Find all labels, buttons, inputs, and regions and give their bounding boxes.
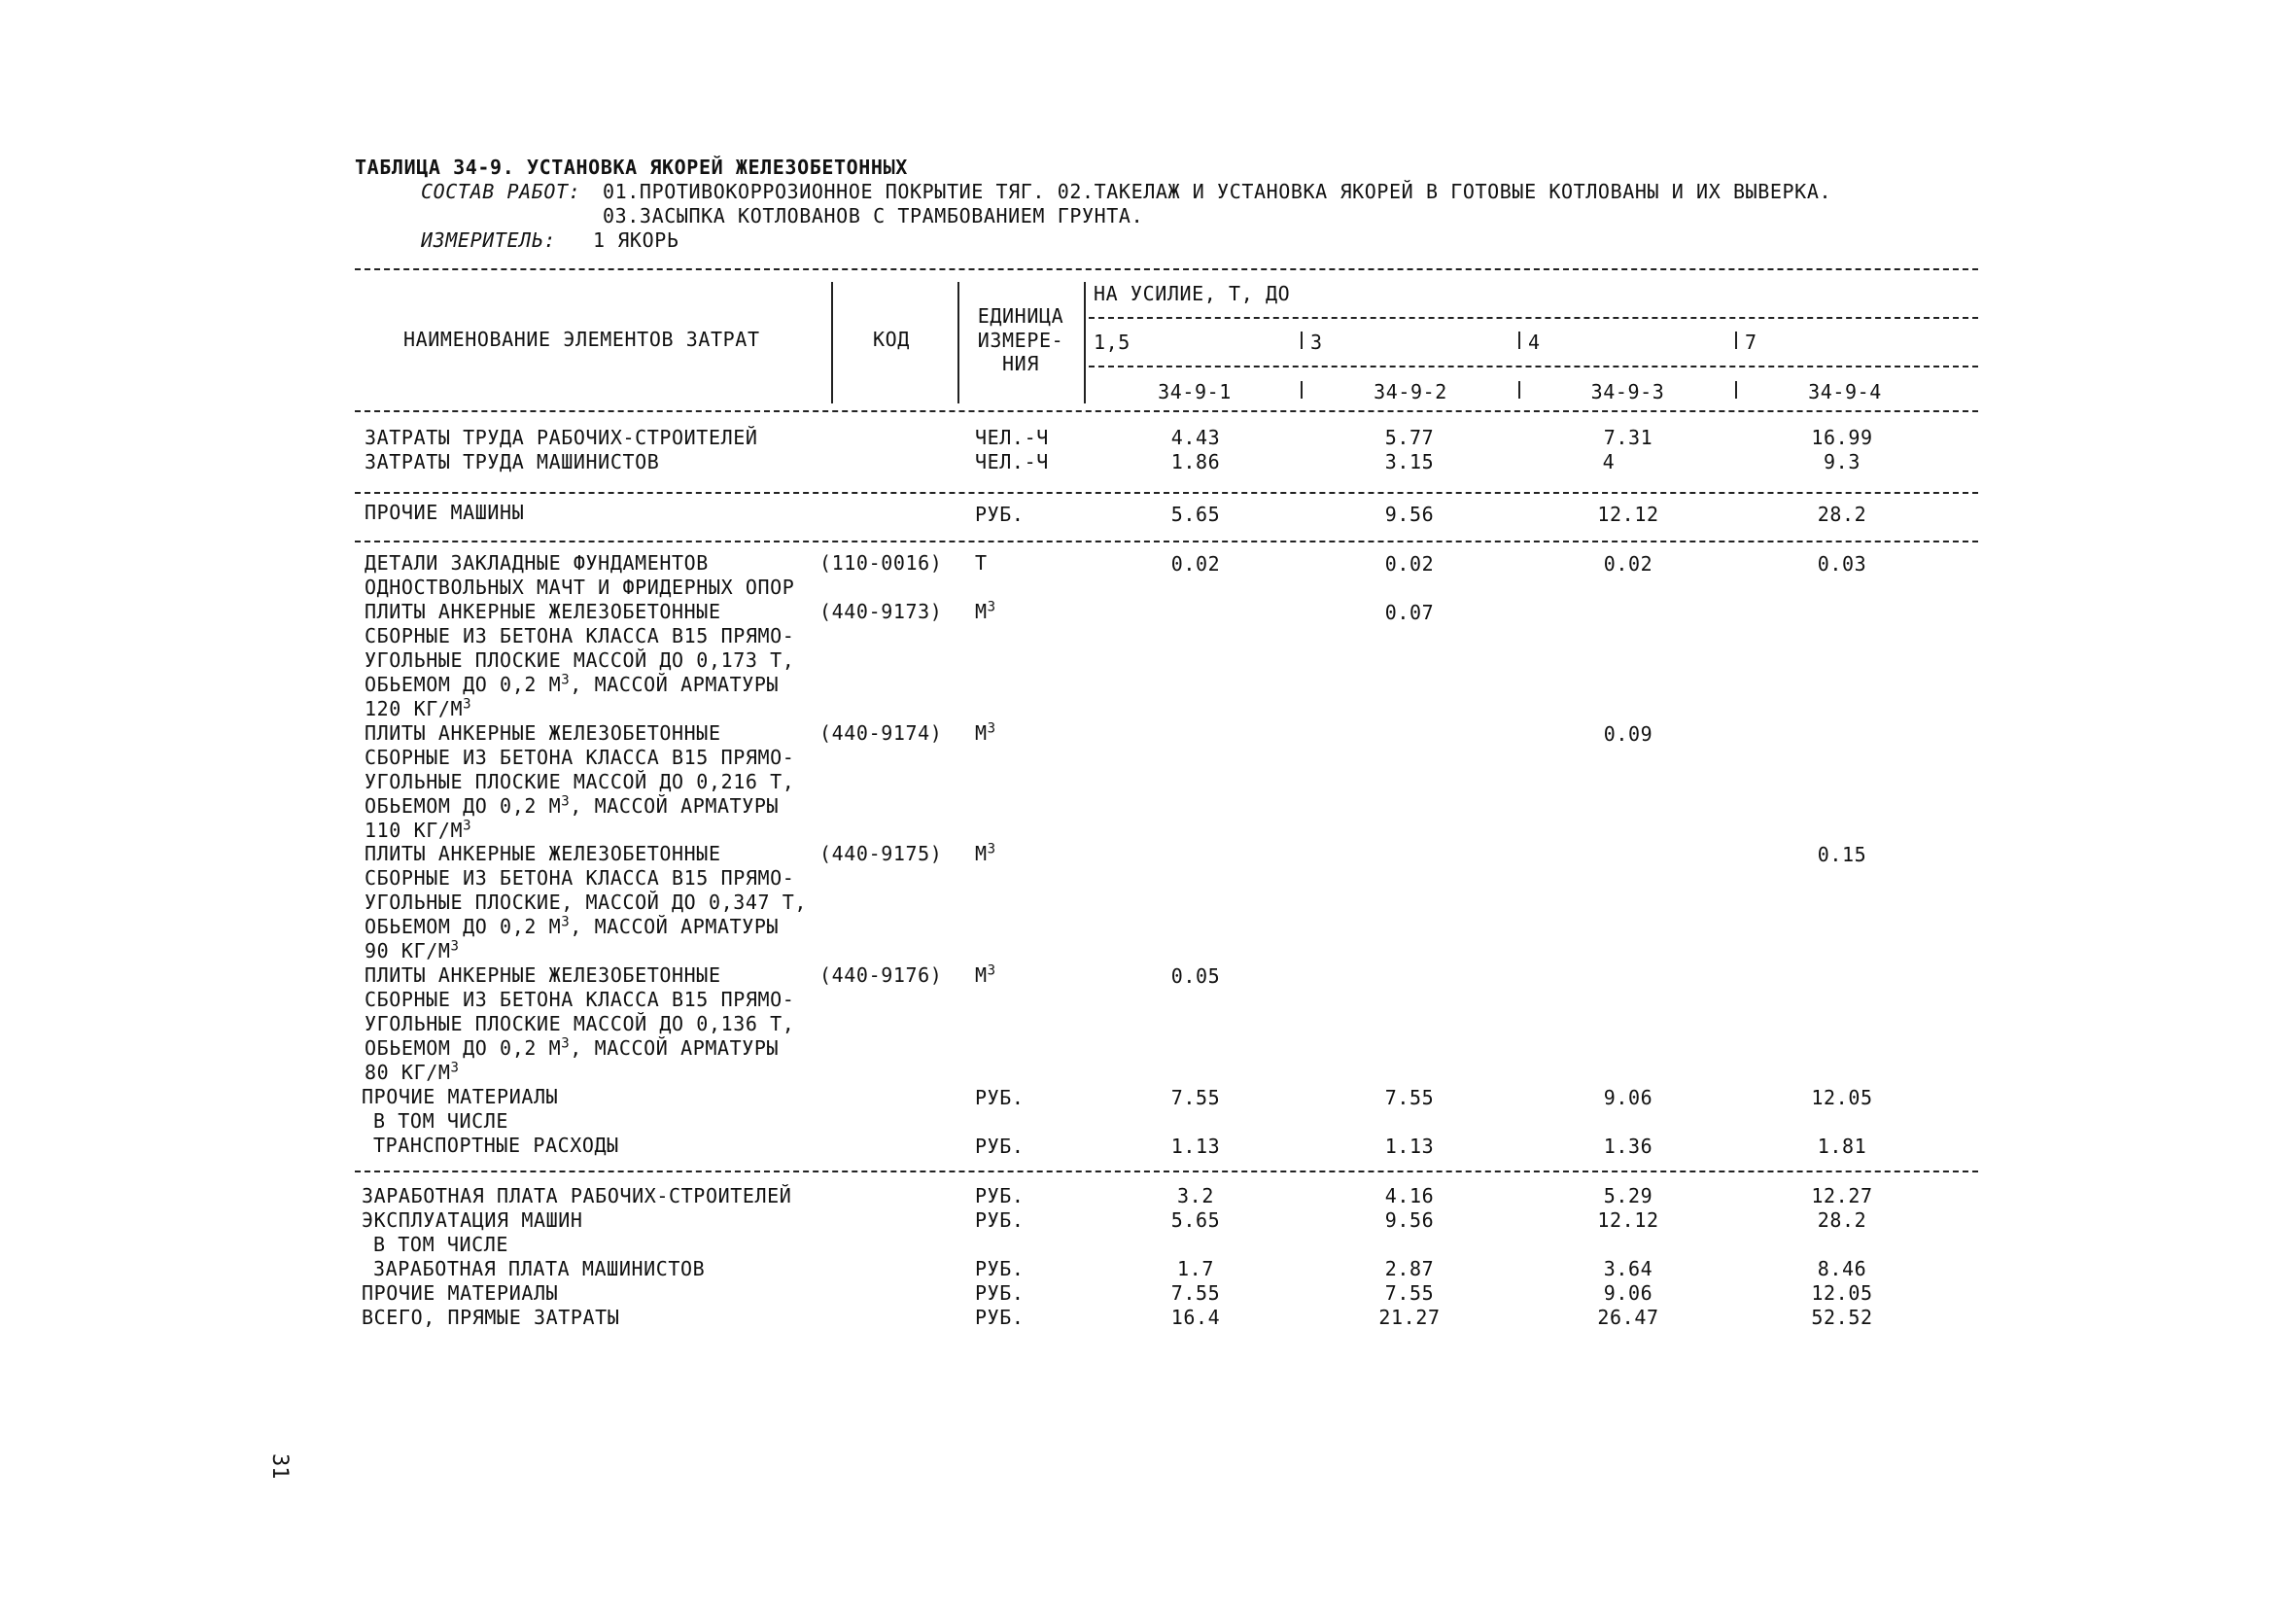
- row-other-materials-name: ПРОЧИЕ МАТЕРИАЛЫ: [362, 1085, 559, 1108]
- mat-2-code: (440-9173): [819, 600, 943, 623]
- sum-wages-v4: 12.27: [1811, 1184, 1873, 1207]
- sum-total-name: ВСЕГО, ПРЯМЫЕ ЗАТРАТЫ: [362, 1306, 620, 1329]
- mat-4-line-3: УГОЛЬНЫЕ ПЛОСКИЕ, МАССОЙ ДО 0,347 Т,: [365, 891, 808, 914]
- row-labour-operators-v4: 9.3: [1824, 450, 1861, 473]
- mat-4-line-5: 90 $КГ/М^3$: [365, 938, 460, 962]
- mat-4-code: (440-9175): [819, 842, 943, 865]
- mat-1-code: (110-0016): [819, 551, 943, 575]
- mat-5-line-1: ПЛИТЫ АНКЕРНЫЕ ЖЕЛЕЗОБЕТОННЫЕ: [365, 963, 721, 987]
- mat-5-code: (440-9176): [819, 963, 943, 987]
- norm-code-3: 34-9-3: [1590, 380, 1665, 403]
- sum-wages-unit: РУБ.: [975, 1184, 1025, 1207]
- sum-total-v3: 26.47: [1597, 1306, 1659, 1329]
- row-labour-workers-v2: 5.77: [1384, 426, 1435, 449]
- mat-2-line-3: УГОЛЬНЫЕ ПЛОСКИЕ МАССОЙ ДО 0,173 Т,: [365, 648, 795, 672]
- composition-line-1: 01.ПРОТИВОКОРРОЗИОННОЕ ПОКРЫТИЕ ТЯГ. 02.ТАКЕЛАЖ И УСТАНОВКА ЯКОРЕЙ В ГОТОВЫЕ КОТЛОВАНЫ И ИХ ВЫВЕРКА.: [603, 180, 1832, 203]
- sum-total-v1: 16.4: [1170, 1306, 1221, 1329]
- including-label-1: В ТОМ ЧИСЛЕ: [373, 1109, 509, 1133]
- meter-label: ИЗМЕРИТЕЛЬ:: [421, 228, 557, 252]
- mat-3-line-3: УГОЛЬНЫЕ ПЛОСКИЕ МАССОЙ ДО 0,216 Т,: [365, 770, 795, 793]
- mat-5-line-3: УГОЛЬНЫЕ ПЛОСКИЕ МАССОЙ ДО 0,136 Т,: [365, 1012, 795, 1035]
- row-labour-operators-name: ЗАТРАТЫ ТРУДА МАШИНИСТОВ: [365, 450, 660, 473]
- row-other-materials-v3: 9.06: [1603, 1086, 1653, 1109]
- mat-4-line-4: ОБЬЕМОМ ДО 0,2 $М^3$, МАССОЙ АРМАТУРЫ: [365, 914, 780, 938]
- mat-2-value: 0.07: [1384, 601, 1435, 624]
- mat-2-line-1: ПЛИТЫ АНКЕРНЫЕ ЖЕЛЕЗОБЕТОННЫЕ: [365, 600, 721, 623]
- rule-before-summary: [355, 1171, 1978, 1172]
- row-transport-unit: РУБ.: [975, 1135, 1025, 1158]
- mat-1-line-2: ОДНОСТВОЛЬНЫХ МАЧТ И ФРИДЕРНЫХ ОПОР: [365, 576, 795, 599]
- mat-5-line-2: СБОРНЫЕ ИЗ БЕТОНА КЛАССА В15 ПРЯМО-: [365, 988, 795, 1011]
- sum-machines-v3: 12.12: [1597, 1208, 1659, 1232]
- mat-1-v3: 0.02: [1603, 552, 1653, 576]
- sum-materials-v2: 7.55: [1384, 1281, 1435, 1305]
- mat-2-unit: $М^3$: [975, 599, 996, 623]
- header-name: НАИМЕНОВАНИЕ ЭЛЕМЕНТОВ ЗАТРАТ: [403, 328, 760, 351]
- sum-operator-wages-v4: 8.46: [1817, 1257, 1867, 1280]
- load-1: 1,5: [1094, 331, 1131, 354]
- group-rule-2: [1089, 366, 1978, 367]
- mat-4-line-1: ПЛИТЫ АНКЕРНЫЕ ЖЕЛЕЗОБЕТОННЫЕ: [365, 842, 721, 865]
- row-labour-operators-v1: 1.86: [1170, 450, 1221, 473]
- row-other-materials-v2: 7.55: [1384, 1086, 1435, 1109]
- header-code: КОД: [873, 328, 910, 351]
- row-machines-v3: 12.12: [1597, 503, 1659, 526]
- row-machines-v1: 5.65: [1170, 503, 1221, 526]
- row-labour-workers-name: ЗАТРАТЫ ТРУДА РАБОЧИХ-СТРОИТЕЛЕЙ: [365, 426, 758, 449]
- mat-1-v2: 0.02: [1384, 552, 1435, 576]
- mat-3-unit: $М^3$: [975, 720, 996, 745]
- group-rule-1: [1089, 317, 1978, 319]
- mat-4-value: 0.15: [1817, 843, 1867, 866]
- row-machines-name: ПРОЧИЕ МАШИНЫ: [365, 501, 525, 524]
- mat-3-line-2: СБОРНЫЕ ИЗ БЕТОНА КЛАССА В15 ПРЯМО-: [365, 746, 795, 769]
- sum-machines-v2: 9.56: [1384, 1208, 1435, 1232]
- col-sep-code: [831, 282, 833, 403]
- row-other-materials-v1: 7.55: [1170, 1086, 1221, 1109]
- header-unit-1: ЕДИНИЦА: [977, 304, 1064, 328]
- row-transport-v2: 1.13: [1384, 1135, 1435, 1158]
- sum-wages-v2: 4.16: [1384, 1184, 1435, 1207]
- row-labour-operators-unit: ЧЕЛ.-Ч: [975, 450, 1049, 473]
- mat-5-unit: $М^3$: [975, 962, 996, 987]
- sum-operator-wages-v1: 1.7: [1177, 1257, 1214, 1280]
- mat-3-line-5: 110 $КГ/М^3$: [365, 818, 472, 842]
- sum-operator-wages-v2: 2.87: [1384, 1257, 1435, 1280]
- rule-after-machines: [355, 541, 1978, 542]
- mat-1-unit: Т: [975, 551, 988, 575]
- header-group: НА УСИЛИЕ, Т, ДО: [1094, 282, 1291, 305]
- mat-3-code: (440-9174): [819, 721, 943, 745]
- norm-code-1: 34-9-1: [1158, 380, 1232, 403]
- including-label-2: В ТОМ ЧИСЛЕ: [373, 1233, 509, 1256]
- norm-code-2: 34-9-2: [1374, 380, 1447, 403]
- mat-1-v1: 0.02: [1170, 552, 1221, 576]
- sum-materials-unit: РУБ.: [975, 1281, 1025, 1305]
- row-labour-workers-v1: 4.43: [1170, 426, 1221, 449]
- row-machines-v2: 9.56: [1384, 503, 1435, 526]
- sum-wages-name: ЗАРАБОТНАЯ ПЛАТА РАБОЧИХ-СТРОИТЕЛЕЙ: [362, 1184, 792, 1207]
- composition-label: СОСТАВ РАБОТ:: [421, 180, 581, 203]
- sum-total-unit: РУБ.: [975, 1306, 1025, 1329]
- mat-2-line-2: СБОРНЫЕ ИЗ БЕТОНА КЛАССА В15 ПРЯМО-: [365, 624, 795, 647]
- mat-1-line-1: ДЕТАЛИ ЗАКЛАДНЫЕ ФУНДАМЕНТОВ: [365, 551, 709, 575]
- sum-machines-v1: 5.65: [1170, 1208, 1221, 1232]
- sum-wages-v1: 3.2: [1177, 1184, 1214, 1207]
- mat-3-line-1: ПЛИТЫ АНКЕРНЫЕ ЖЕЛЕЗОБЕТОННЫЕ: [365, 721, 721, 745]
- sum-materials-v1: 7.55: [1170, 1281, 1221, 1305]
- mat-1-v4: 0.03: [1817, 552, 1867, 576]
- row-labour-operators-v3: 4: [1602, 450, 1616, 473]
- row-labour-operators-v2: 3.15: [1384, 450, 1435, 473]
- load-sep-3: [1735, 332, 1737, 349]
- sum-materials-v3: 9.06: [1603, 1281, 1653, 1305]
- row-transport-v3: 1.36: [1603, 1135, 1653, 1158]
- page-number: 31: [267, 1453, 292, 1480]
- rule-after-labour: [355, 492, 1978, 494]
- sum-operator-wages-v3: 3.64: [1603, 1257, 1653, 1280]
- load-4: 7: [1745, 331, 1757, 354]
- load-3: 4: [1528, 331, 1541, 354]
- sum-machines-name: ЭКСПЛУАТАЦИЯ МАШИН: [362, 1208, 583, 1232]
- sum-machines-v4: 28.2: [1817, 1208, 1867, 1232]
- row-transport-v1: 1.13: [1170, 1135, 1221, 1158]
- sum-operator-wages-name: ЗАРАБОТНАЯ ПЛАТА МАШИНИСТОВ: [373, 1257, 706, 1280]
- mat-3-line-4: ОБЬЕМОМ ДО 0,2 $М^3$, МАССОЙ АРМАТУРЫ: [365, 793, 780, 818]
- row-labour-workers-unit: ЧЕЛ.-Ч: [975, 426, 1049, 449]
- header-unit-2: ИЗМЕРЕ-: [977, 329, 1064, 352]
- row-other-materials-v4: 12.05: [1811, 1086, 1873, 1109]
- row-machines-unit: РУБ.: [975, 503, 1025, 526]
- mat-5-line-5: 80 $КГ/М^3$: [365, 1060, 460, 1084]
- table-title: ТАБЛИЦА 34-9. УСТАНОВКА ЯКОРЕЙ ЖЕЛЕЗОБЕТОННЫХ: [355, 156, 908, 179]
- row-labour-workers-v3: 7.31: [1603, 426, 1653, 449]
- meter-value: 1 ЯКОРЬ: [593, 228, 679, 252]
- header-unit-3: НИЯ: [1002, 352, 1039, 375]
- mat-3-value: 0.09: [1603, 722, 1653, 746]
- row-transport-v4: 1.81: [1817, 1135, 1867, 1158]
- header-bottom-rule: [355, 410, 1978, 412]
- sum-total-v2: 21.27: [1378, 1306, 1441, 1329]
- sum-materials-name: ПРОЧИЕ МАТЕРИАЛЫ: [362, 1281, 559, 1305]
- row-machines-v4: 28.2: [1817, 503, 1867, 526]
- sum-machines-unit: РУБ.: [975, 1208, 1025, 1232]
- mat-4-line-2: СБОРНЫЕ ИЗ БЕТОНА КЛАССА В15 ПРЯМО-: [365, 866, 795, 890]
- mat-4-unit: $М^3$: [975, 841, 996, 865]
- load-2: 3: [1310, 331, 1323, 354]
- mat-2-line-4: ОБЬЕМОМ ДО 0,2 $М^3$, МАССОЙ АРМАТУРЫ: [365, 672, 780, 696]
- load-sep-2: [1518, 332, 1520, 349]
- sum-materials-v4: 12.05: [1811, 1281, 1873, 1305]
- row-labour-workers-v4: 16.99: [1811, 426, 1873, 449]
- mat-5-line-4: ОБЬЕМОМ ДО 0,2 $М^3$, МАССОЙ АРМАТУРЫ: [365, 1035, 780, 1060]
- sum-wages-v3: 5.29: [1603, 1184, 1653, 1207]
- composition-line-2: 03.ЗАСЫПКА КОТЛОВАНОВ С ТРАМБОВАНИЕМ ГРУНТА.: [603, 204, 1144, 227]
- sum-operator-wages-unit: РУБ.: [975, 1257, 1025, 1280]
- mat-5-value: 0.05: [1170, 964, 1221, 988]
- row-transport-name: ТРАНСПОРТНЫЕ РАСХОДЫ: [373, 1134, 619, 1157]
- row-other-materials-unit: РУБ.: [975, 1086, 1025, 1109]
- mat-2-line-5: 120 $КГ/М^3$: [365, 696, 472, 720]
- header-top-rule: [355, 268, 1978, 270]
- norm-code-4: 34-9-4: [1808, 380, 1882, 403]
- load-sep-1: [1301, 332, 1303, 349]
- col-sep-group: [1084, 282, 1086, 403]
- sum-total-v4: 52.52: [1811, 1306, 1873, 1329]
